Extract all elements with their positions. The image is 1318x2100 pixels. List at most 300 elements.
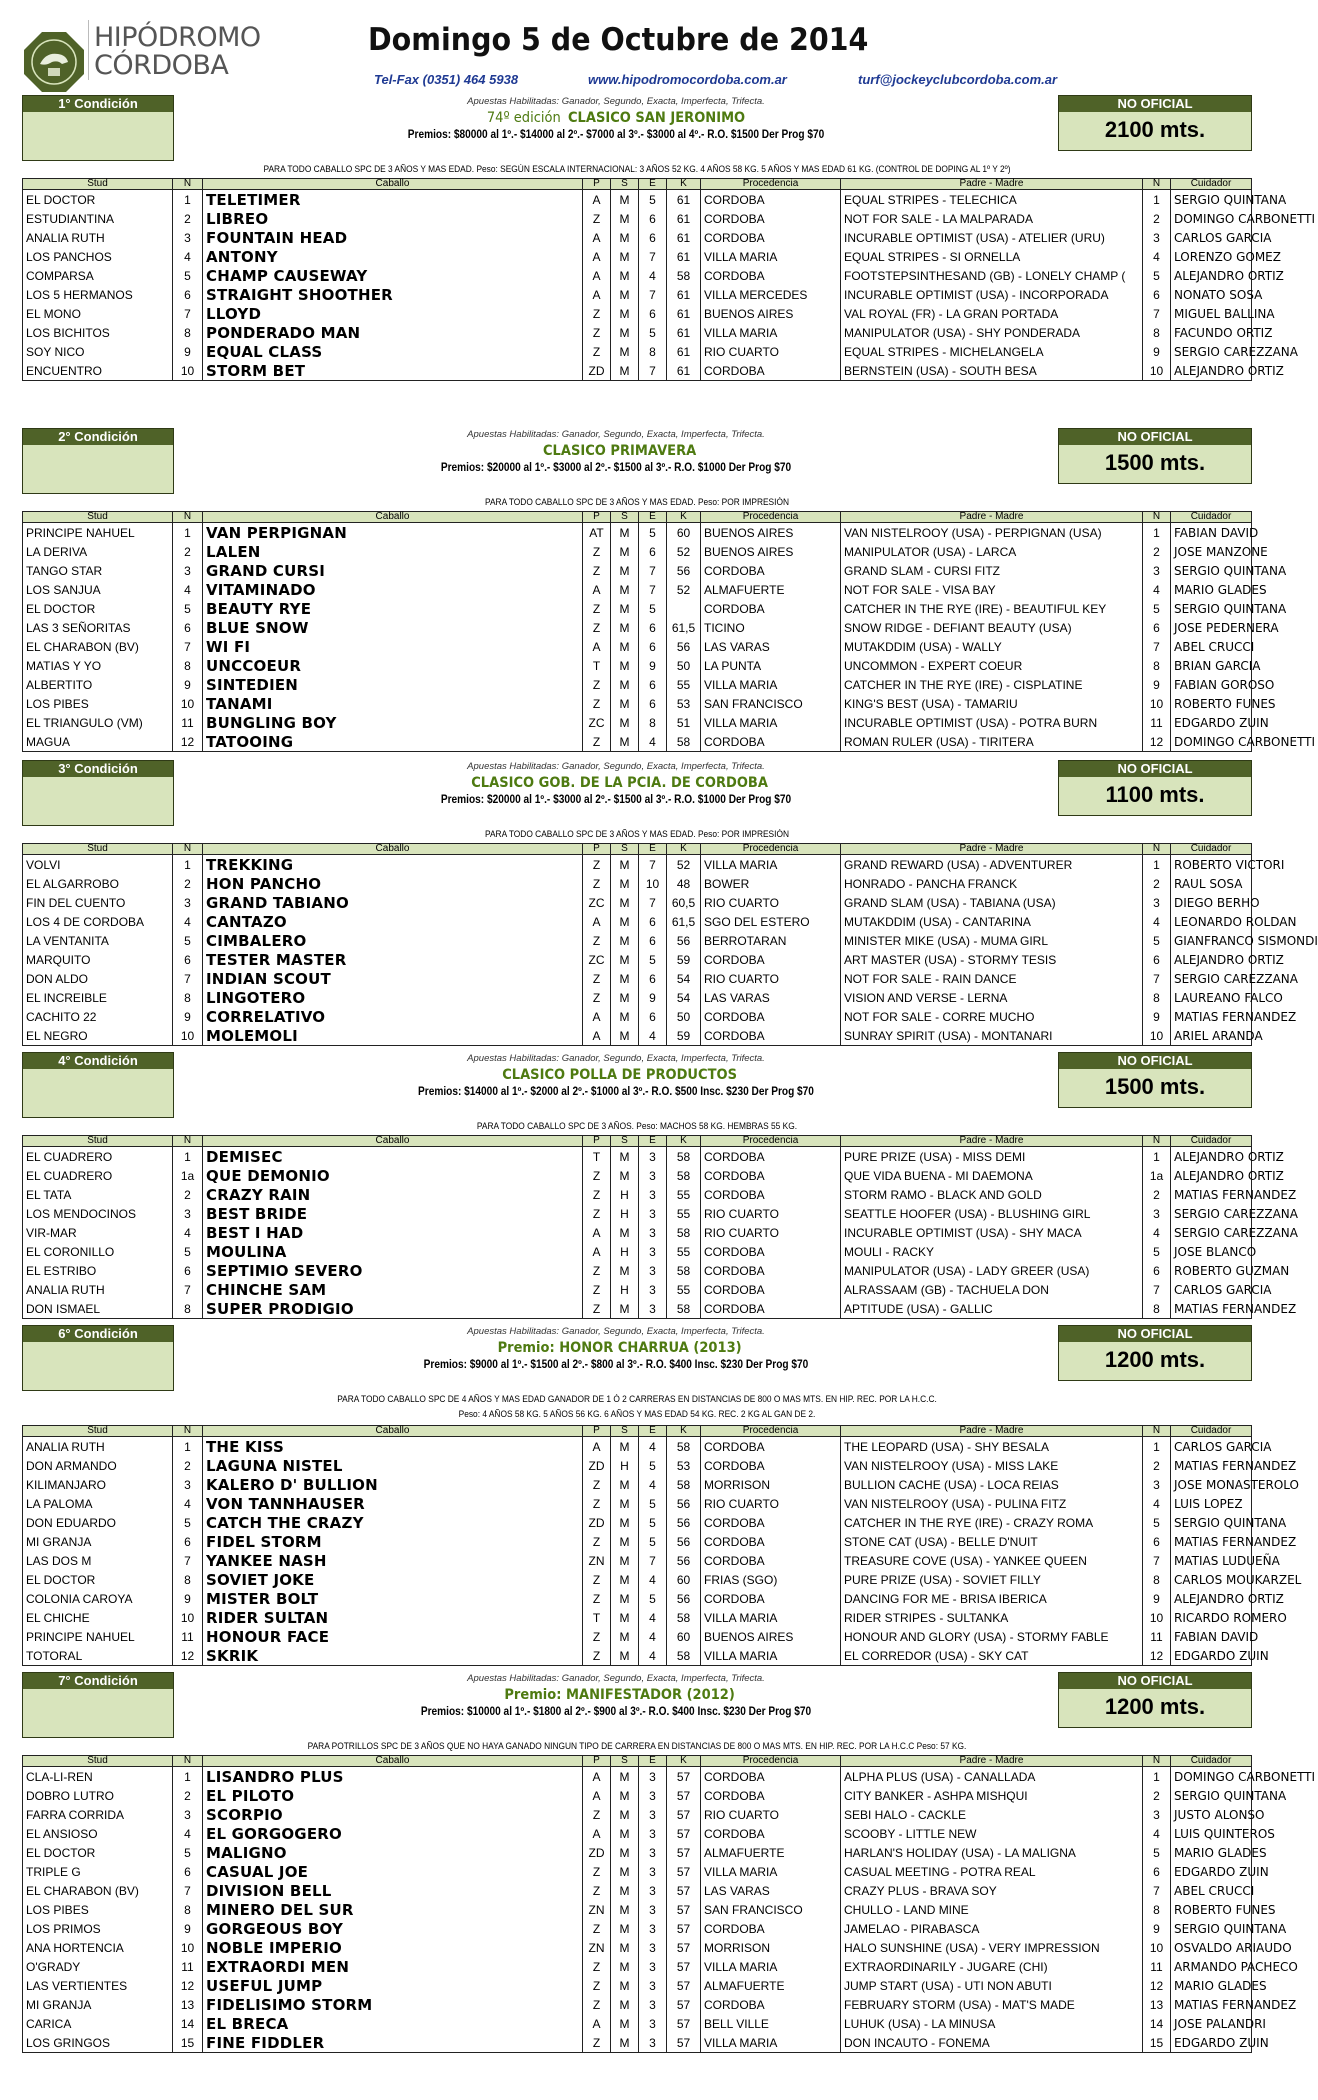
cell-age: 7	[639, 361, 667, 381]
website-link[interactable]: www.hipodromocordoba.com.ar	[588, 72, 787, 87]
cell-sire-dam: FOOTSTEPSINTHESAND (GB) - LONELY CHAMP (	[841, 266, 1143, 285]
cell-horse-name: MOULINA	[203, 1242, 583, 1261]
cell-trainer: MATIAS FERNANDEZ	[1171, 1995, 1252, 2014]
email-link[interactable]: turf@jockeyclubcordoba.com.ar	[858, 72, 1058, 87]
cell-origin: MORRISON	[701, 1938, 841, 1957]
table-row[interactable]	[23, 618, 1252, 637]
cell-coat: ZN	[583, 1900, 611, 1919]
cell-sire-dam: GRAND SLAM - CURSI FITZ	[841, 561, 1143, 580]
cell-stud: ANALIA RUTH	[23, 1437, 173, 1457]
cell-trainer: LUIS QUINTEROS	[1171, 1824, 1252, 1843]
table-row[interactable]	[23, 1843, 1252, 1862]
table-row[interactable]	[23, 1475, 1252, 1494]
table-row[interactable]	[23, 1166, 1252, 1185]
table-row[interactable]	[23, 1242, 1252, 1261]
cell-age: 7	[639, 580, 667, 599]
cell-coat: Z	[583, 342, 611, 361]
cell-coat: ZD	[583, 1513, 611, 1532]
table-row[interactable]	[23, 1627, 1252, 1646]
cell-horse-name: MOLEMOLI	[203, 1026, 583, 1046]
table-row[interactable]	[23, 209, 1252, 228]
cell-weight: 52	[667, 542, 701, 561]
distance-box	[1058, 1672, 1252, 1728]
table-row[interactable]	[23, 599, 1252, 618]
cell-horse-name: VON TANNHAUSER	[203, 1494, 583, 1513]
cell-horse-name: FIDEL STORM	[203, 1532, 583, 1551]
cell-weight: 57	[667, 1767, 701, 1787]
cell-weight: 54	[667, 988, 701, 1007]
column-header: Caballo	[203, 844, 583, 855]
table-row[interactable]	[23, 247, 1252, 266]
cell-coat: ZC	[583, 893, 611, 912]
cell-weight: 57	[667, 1786, 701, 1805]
table-row[interactable]	[23, 1957, 1252, 1976]
table-row[interactable]	[23, 1767, 1252, 1787]
cell-sire-dam: QUE VIDA BUENA - MI DAEMONA	[841, 1166, 1143, 1185]
race-distance: 1500 mts.	[1104, 450, 1206, 475]
cell-stud: PRINCIPE NAHUEL	[23, 1627, 173, 1646]
cell-stud: CARICA	[23, 2014, 173, 2033]
cell-coat: A	[583, 580, 611, 599]
cell-jockey-number: 3	[1143, 561, 1171, 580]
cell-trainer: MATIAS FERNANDEZ	[1171, 1185, 1252, 1204]
cell-origin: BUENOS AIRES	[701, 304, 841, 323]
cell-saddle-number: 10	[173, 361, 203, 381]
cell-jockey-number: 1	[1143, 1767, 1171, 1787]
cell-stud: MAGUA	[23, 732, 173, 752]
cell-jockey-number: 1	[1143, 855, 1171, 875]
cell-horse-name: TELETIMER	[203, 190, 583, 210]
cell-sire-dam: VAN NISTELROOY (USA) - PULINA FITZ	[841, 1494, 1143, 1513]
status-badge: NO OFICIAL	[1059, 429, 1251, 445]
cell-sire-dam: HONRADO - PANCHA FRANCK	[841, 874, 1143, 893]
cell-age: 3	[639, 2033, 667, 2053]
cell-horse-name: SKRIK	[203, 1646, 583, 1666]
table-row[interactable]	[23, 1862, 1252, 1881]
cell-sex: M	[611, 1786, 639, 1805]
race-name	[216, 109, 1015, 127]
table-row[interactable]	[23, 713, 1252, 732]
cell-coat: Z	[583, 1185, 611, 1204]
cell-origin: RIO CUARTO	[701, 342, 841, 361]
race-conditions: PARA TODO CABALLO SPC DE 4 AÑOS Y MAS EDAD GANADOR DE 1 Ó 2 CARRERAS EN DISTANCIAS DE 800 O MAS MTS. EN HIP. REC. POR LA H.C.C.	[337, 1394, 937, 1405]
cell-horse-name: HONOUR FACE	[203, 1627, 583, 1646]
cell-weight: 57	[667, 1862, 701, 1881]
cell-coat: A	[583, 637, 611, 656]
table-row[interactable]	[23, 637, 1252, 656]
cell-sire-dam: EQUAL STRIPES - TELECHICA	[841, 190, 1143, 210]
cell-weight: 57	[667, 2014, 701, 2033]
cell-coat: Z	[583, 1957, 611, 1976]
table-row[interactable]	[23, 2033, 1252, 2053]
cell-age: 3	[639, 1204, 667, 1223]
cell-sire-dam: SCOOBY - LITTLE NEW	[841, 1824, 1143, 1843]
cell-horse-name: KALERO D' BULLION	[203, 1475, 583, 1494]
table-row[interactable]	[23, 1551, 1252, 1570]
table-row[interactable]	[23, 1437, 1252, 1457]
table-row[interactable]	[23, 694, 1252, 713]
cell-saddle-number: 2	[173, 209, 203, 228]
table-row[interactable]	[23, 266, 1252, 285]
table-row[interactable]	[23, 1900, 1252, 1919]
cell-trainer: SERGIO CAREZZANA	[1171, 969, 1252, 988]
cell-weight: 56	[667, 931, 701, 950]
column-header: S	[611, 844, 639, 855]
table-row[interactable]	[23, 1995, 1252, 2014]
condition-label: 4° Condición	[23, 1053, 173, 1069]
cell-trainer: CARLOS MOUKARZEL	[1171, 1570, 1252, 1589]
cell-trainer: ROBERTO FUNES	[1171, 694, 1252, 713]
cell-coat: Z	[583, 874, 611, 893]
cell-age: 6	[639, 675, 667, 694]
cell-coat: Z	[583, 1204, 611, 1223]
cell-sire-dam: RIDER STRIPES - SULTANKA	[841, 1608, 1143, 1627]
table-row[interactable]	[23, 656, 1252, 675]
betting-types: Apuestas Habilitadas: Ganador, Segundo, Exacta, Imperfecta, Trifecta.	[467, 761, 765, 772]
table-row[interactable]	[23, 1786, 1252, 1805]
cell-saddle-number: 5	[173, 599, 203, 618]
cell-age: 6	[639, 912, 667, 931]
table-row[interactable]	[23, 361, 1252, 381]
cell-saddle-number: 11	[173, 1957, 203, 1976]
cell-jockey-number: 4	[1143, 1824, 1171, 1843]
column-header: Stud	[23, 844, 173, 855]
table-row[interactable]	[23, 1938, 1252, 1957]
cell-sex: M	[611, 190, 639, 210]
cell-saddle-number: 9	[173, 1589, 203, 1608]
cell-sire-dam: CATCHER IN THE RYE (IRE) - CRAZY ROMA	[841, 1513, 1143, 1532]
table-row[interactable]	[23, 732, 1252, 752]
cell-saddle-number: 1	[173, 1437, 203, 1457]
table-row[interactable]	[23, 285, 1252, 304]
race-conditions: PARA POTRILLOS SPC DE 3 AÑOS QUE NO HAYA GANADO NINGUN TIPO DE CARRERA EN DISTANCIAS DE 800 O MAS MTS. EN HIP. REC. POR LA H.C.C Peso: 57 KG.	[307, 1741, 967, 1752]
cell-origin: BELL VILLE	[701, 2014, 841, 2033]
cell-age: 3	[639, 1862, 667, 1881]
betting-types: Apuestas Habilitadas: Ganador, Segundo, Exacta, Imperfecta, Trifecta.	[467, 1326, 765, 1337]
table-row[interactable]	[23, 893, 1252, 912]
cell-sex: M	[611, 209, 639, 228]
cell-sire-dam: HALO SUNSHINE (USA) - VERY IMPRESSION	[841, 1938, 1143, 1957]
cell-sex: M	[611, 855, 639, 875]
cell-jockey-number: 1	[1143, 190, 1171, 210]
cell-age: 3	[639, 1824, 667, 1843]
column-header: Cuidador	[1171, 179, 1252, 190]
table-row[interactable]	[23, 228, 1252, 247]
column-header: Caballo	[203, 1756, 583, 1767]
cell-saddle-number: 12	[173, 1646, 203, 1666]
cell-trainer: ARIEL ARANDA	[1171, 1026, 1252, 1046]
column-header: N	[1143, 179, 1171, 190]
table-row[interactable]	[23, 1532, 1252, 1551]
cell-saddle-number: 10	[173, 694, 203, 713]
column-header: Procedencia	[701, 179, 841, 190]
cell-weight	[667, 599, 701, 618]
cell-saddle-number: 6	[173, 1261, 203, 1280]
table-row[interactable]	[23, 874, 1252, 893]
cell-origin: CORDOBA	[701, 561, 841, 580]
cell-sex: M	[611, 912, 639, 931]
cell-trainer: RICARDO ROMERO	[1171, 1608, 1252, 1627]
cell-origin: BUENOS AIRES	[701, 542, 841, 561]
cell-sex: M	[611, 988, 639, 1007]
cell-weight: 58	[667, 1475, 701, 1494]
table-row[interactable]	[23, 523, 1252, 543]
table-row[interactable]	[23, 1494, 1252, 1513]
cell-sire-dam: MOULI - RACKY	[841, 1242, 1143, 1261]
cell-origin: VILLA MARIA	[701, 675, 841, 694]
cell-sex: M	[611, 1976, 639, 1995]
cell-coat: ZN	[583, 1551, 611, 1570]
table-row[interactable]	[23, 1456, 1252, 1475]
cell-stud: ANA HORTENCIA	[23, 1938, 173, 1957]
cell-jockey-number: 13	[1143, 1995, 1171, 2014]
cell-trainer: MATIAS FERNANDEZ	[1171, 1532, 1252, 1551]
cell-weight: 58	[667, 1261, 701, 1280]
table-row[interactable]	[23, 1589, 1252, 1608]
cell-sire-dam: ROMAN RULER (USA) - TIRITERA	[841, 732, 1143, 752]
race-edition: 74º edición	[486, 110, 561, 126]
cell-weight: 56	[667, 1513, 701, 1532]
cell-age: 3	[639, 1843, 667, 1862]
column-header: Padre - Madre	[841, 844, 1143, 855]
cell-coat: A	[583, 912, 611, 931]
table-row[interactable]	[23, 190, 1252, 210]
table-row[interactable]	[23, 950, 1252, 969]
table-row[interactable]	[23, 1261, 1252, 1280]
cell-jockey-number: 8	[1143, 323, 1171, 342]
column-header: Procedencia	[701, 1136, 841, 1147]
cell-trainer: SERGIO QUINTANA	[1171, 561, 1252, 580]
runners-table	[22, 1755, 1316, 2053]
prize-info: Premios: $9000 al 1º.- $1500 al 2º.- $800 al 3º.- R.O. $400 Insc. $230 Der Prog $70	[423, 1359, 809, 1371]
cell-saddle-number: 2	[173, 542, 203, 561]
table-row[interactable]	[23, 1881, 1252, 1900]
column-header: S	[611, 1756, 639, 1767]
cell-saddle-number: 5	[173, 1843, 203, 1862]
cell-jockey-number: 4	[1143, 580, 1171, 599]
table-row[interactable]	[23, 1223, 1252, 1242]
cell-coat: Z	[583, 675, 611, 694]
cell-jockey-number: 6	[1143, 285, 1171, 304]
cell-age: 7	[639, 247, 667, 266]
cell-coat: Z	[583, 618, 611, 637]
column-header: Cuidador	[1171, 844, 1252, 855]
cell-coat: Z	[583, 1589, 611, 1608]
cell-stud: ALBERTITO	[23, 675, 173, 694]
cell-stud: EL ALGARROBO	[23, 874, 173, 893]
column-header: N	[1143, 844, 1171, 855]
cell-sex: H	[611, 1242, 639, 1261]
cell-jockey-number: 8	[1143, 1900, 1171, 1919]
cell-sex: M	[611, 1919, 639, 1938]
cell-weight: 60,5	[667, 893, 701, 912]
cell-saddle-number: 6	[173, 1862, 203, 1881]
table-row[interactable]	[23, 580, 1252, 599]
cell-sire-dam: BULLION CACHE (USA) - LOCA REIAS	[841, 1475, 1143, 1494]
table-row[interactable]	[23, 1299, 1252, 1319]
distance-box	[1058, 760, 1252, 816]
cell-trainer: MATIAS FERNANDEZ	[1171, 1299, 1252, 1319]
race-info	[172, 1052, 1060, 1100]
cell-horse-name: LALEN	[203, 542, 583, 561]
cell-coat: Z	[583, 1299, 611, 1319]
cell-sex: M	[611, 931, 639, 950]
cell-sex: H	[611, 1185, 639, 1204]
page-header	[0, 0, 1275, 95]
race-distance: 1500 mts.	[1104, 1074, 1206, 1099]
table-row[interactable]	[23, 304, 1252, 323]
table-row[interactable]	[23, 323, 1252, 342]
cell-horse-name: CIMBALERO	[203, 931, 583, 950]
column-header: E	[639, 179, 667, 190]
cell-age: 4	[639, 732, 667, 752]
cell-coat: Z	[583, 1646, 611, 1666]
cell-origin: CORDOBA	[701, 266, 841, 285]
cell-sex: M	[611, 323, 639, 342]
cell-stud: PRINCIPE NAHUEL	[23, 523, 173, 543]
cell-jockey-number: 11	[1143, 1627, 1171, 1646]
table-row[interactable]	[23, 2014, 1252, 2033]
cell-horse-name: LLOYD	[203, 304, 583, 323]
cell-coat: A	[583, 1786, 611, 1805]
cell-sex: M	[611, 656, 639, 675]
cell-weight: 61,5	[667, 912, 701, 931]
cell-sire-dam: HONOUR AND GLORY (USA) - STORMY FABLE	[841, 1627, 1143, 1646]
cell-age: 6	[639, 209, 667, 228]
cell-jockey-number: 9	[1143, 342, 1171, 361]
cell-stud: EL TRIANGULO (VM)	[23, 713, 173, 732]
cell-trainer: LAUREANO FALCO	[1171, 988, 1252, 1007]
race-distance: 1200 mts.	[1104, 1347, 1206, 1372]
cell-weight: 56	[667, 1551, 701, 1570]
table-row[interactable]	[23, 1919, 1252, 1938]
cell-origin: VILLA MARIA	[701, 1957, 841, 1976]
race-info	[172, 95, 1060, 143]
cell-age: 5	[639, 1532, 667, 1551]
cell-coat: A	[583, 266, 611, 285]
table-row[interactable]	[23, 931, 1252, 950]
cell-horse-name: DIVISION BELL	[203, 1881, 583, 1900]
table-row[interactable]	[23, 675, 1252, 694]
cell-weight: 58	[667, 1299, 701, 1319]
cell-sex: M	[611, 1147, 639, 1167]
cell-weight: 61	[667, 323, 701, 342]
table-row[interactable]	[23, 1204, 1252, 1223]
cell-sex: H	[611, 1456, 639, 1475]
race-name	[216, 442, 1015, 460]
cell-stud: EL CHICHE	[23, 1608, 173, 1627]
cell-age: 4	[639, 1627, 667, 1646]
table-row[interactable]	[23, 1513, 1252, 1532]
cell-horse-name: LISANDRO PLUS	[203, 1767, 583, 1787]
table-row[interactable]	[23, 1824, 1252, 1843]
cell-sex: M	[611, 2033, 639, 2053]
table-row[interactable]	[23, 912, 1252, 931]
table-row[interactable]	[23, 1646, 1252, 1666]
cell-stud: LOS GRINGOS	[23, 2033, 173, 2053]
cell-horse-name: FOUNTAIN HEAD	[203, 228, 583, 247]
cell-jockey-number: 3	[1143, 1204, 1171, 1223]
table-row[interactable]	[23, 1026, 1252, 1046]
cell-trainer: CARLOS GARCIA	[1171, 1437, 1252, 1457]
table-row[interactable]	[23, 855, 1252, 875]
column-header: Procedencia	[701, 844, 841, 855]
table-row[interactable]	[23, 542, 1252, 561]
column-header: N	[173, 179, 203, 190]
table-row[interactable]	[23, 988, 1252, 1007]
cell-weight: 61	[667, 190, 701, 210]
table-row[interactable]	[23, 1805, 1252, 1824]
cell-trainer: DOMINGO CARBONETTI	[1171, 732, 1252, 752]
cell-sex: M	[611, 266, 639, 285]
cell-weight: 55	[667, 1185, 701, 1204]
cell-stud: LAS VERTIENTES	[23, 1976, 173, 1995]
cell-weight: 50	[667, 1007, 701, 1026]
cell-weight: 55	[667, 1242, 701, 1261]
runners-table	[22, 1425, 1302, 1666]
table-row[interactable]	[23, 1608, 1252, 1627]
cell-saddle-number: 1a	[173, 1166, 203, 1185]
table-row[interactable]	[23, 561, 1252, 580]
cell-trainer: ROBERTO GUZMAN	[1171, 1261, 1252, 1280]
table-row[interactable]	[23, 342, 1252, 361]
cell-sex: M	[611, 1570, 639, 1589]
cell-stud: LOS MENDOCINOS	[23, 1204, 173, 1223]
table-row[interactable]	[23, 1007, 1252, 1026]
cell-jockey-number: 3	[1143, 228, 1171, 247]
cell-jockey-number: 5	[1143, 931, 1171, 950]
cell-coat: Z	[583, 304, 611, 323]
table-row[interactable]	[23, 1185, 1252, 1204]
column-header: N	[1143, 512, 1171, 523]
table-row[interactable]	[23, 1147, 1252, 1167]
cell-trainer: JOSE PEDERNERA	[1171, 618, 1252, 637]
cell-horse-name: TANAMI	[203, 694, 583, 713]
column-header: P	[583, 179, 611, 190]
cell-origin: ALMAFUERTE	[701, 1843, 841, 1862]
cell-origin: CORDOBA	[701, 361, 841, 381]
cell-coat: Z	[583, 1881, 611, 1900]
cell-jockey-number: 14	[1143, 2014, 1171, 2033]
cell-coat: Z	[583, 542, 611, 561]
cell-origin: VILLA MARIA	[701, 1646, 841, 1666]
cell-origin: VILLA MARIA	[701, 2033, 841, 2053]
table-row[interactable]	[23, 969, 1252, 988]
race-info	[172, 428, 1060, 476]
cell-sex: M	[611, 1437, 639, 1457]
cell-jockey-number: 10	[1143, 1938, 1171, 1957]
cell-sire-dam: PURE PRIZE (USA) - MISS DEMI	[841, 1147, 1143, 1167]
cell-origin: CORDOBA	[701, 1824, 841, 1843]
condition-label: 6° Condición	[23, 1326, 173, 1342]
cell-stud: LOS 4 DE CORDOBA	[23, 912, 173, 931]
table-row[interactable]	[23, 1280, 1252, 1299]
cell-stud: MI GRANJA	[23, 1995, 173, 2014]
cell-sex: H	[611, 1204, 639, 1223]
table-row[interactable]	[23, 1976, 1252, 1995]
cell-sex: M	[611, 893, 639, 912]
cell-weight: 58	[667, 1147, 701, 1167]
cell-trainer: JOSE PALANDRI	[1171, 2014, 1252, 2033]
cell-weight: 61	[667, 342, 701, 361]
cell-horse-name: CANTAZO	[203, 912, 583, 931]
table-row[interactable]	[23, 1570, 1252, 1589]
column-header: Stud	[23, 179, 173, 190]
cell-coat: Z	[583, 1166, 611, 1185]
cell-coat: Z	[583, 1805, 611, 1824]
cell-stud: LA DERIVA	[23, 542, 173, 561]
runners-table	[22, 1135, 1298, 1319]
